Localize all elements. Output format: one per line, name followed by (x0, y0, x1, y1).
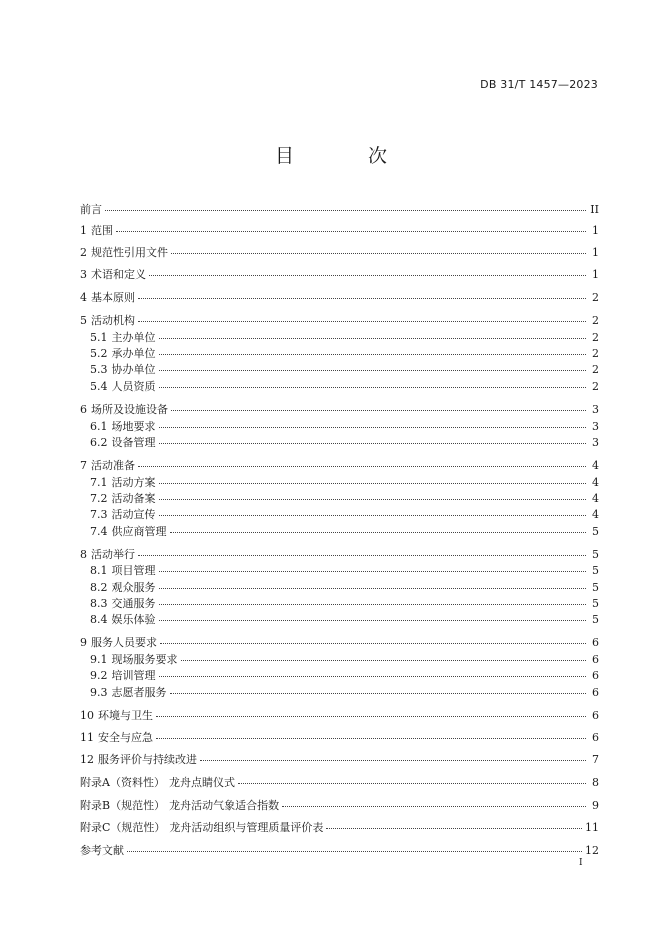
toc-entry-title: 活动宣传 (111, 508, 156, 521)
toc-entry-page: 4 (592, 459, 599, 472)
dot-leader (181, 650, 587, 661)
toc-entry-title: 观众服务 (111, 581, 156, 594)
dot-leader (170, 522, 587, 533)
toc-entry-label (90, 564, 156, 578)
dot-leader (159, 561, 587, 572)
toc-entry-number: 7 (80, 459, 87, 472)
toc-entry-page: 4 (592, 508, 599, 521)
dot-leader (138, 545, 586, 556)
toc-entry-label (90, 476, 156, 490)
toc-entry[interactable] (80, 596, 599, 610)
toc-entry[interactable] (80, 202, 599, 216)
toc-entry-page: 8 (592, 776, 599, 789)
toc-entry-title: 场地要求 (111, 420, 156, 433)
toc-entry-title: 服务人员要求 (91, 636, 157, 649)
toc-entry-title: 承办单位 (111, 347, 156, 360)
toc-entry[interactable] (80, 346, 599, 360)
toc-entry-number: 10 (80, 709, 94, 722)
toc-entry-page: 5 (592, 525, 599, 538)
toc-entry[interactable] (80, 362, 599, 376)
toc-entry-number: 6.2 (90, 436, 108, 449)
toc-entry[interactable] (80, 313, 599, 327)
toc-entry-title: 范围 (91, 224, 113, 237)
toc-entry-label (80, 246, 168, 260)
toc-entry-label (80, 636, 157, 650)
toc-entry[interactable] (80, 330, 599, 344)
toc-entry-label (80, 314, 135, 328)
toc-entry-number: 附录A（资料性） (80, 776, 165, 789)
toc-entry-page: 12 (585, 844, 599, 857)
toc-entry-page: 6 (592, 669, 599, 682)
dot-leader (156, 706, 586, 717)
toc-entry-title: 协办单位 (111, 363, 156, 376)
toc-entry[interactable] (80, 843, 599, 857)
toc-entry[interactable] (80, 708, 599, 722)
toc-entry-title: 参考文献 (80, 844, 124, 857)
dot-leader (138, 288, 586, 299)
toc-entry-title: 现场服务要求 (111, 653, 178, 666)
toc-entry[interactable] (80, 402, 599, 416)
toc-entry-number: 8 (80, 548, 87, 561)
toc-entry-title: 志愿者服务 (111, 686, 167, 699)
toc-entry-number: 附录C（规范性） (80, 821, 166, 834)
toc-entry-number: 11 (80, 731, 94, 744)
toc-entry-title: 龙舟活动气象适合指数 (169, 799, 280, 812)
toc-entry-number: 7.1 (90, 476, 108, 489)
toc-entry-label (90, 363, 156, 377)
toc-entry-number: 5.4 (90, 380, 108, 393)
toc-entry-page: 11 (585, 821, 599, 834)
toc-entry-title: 活动备案 (111, 492, 156, 505)
toc-entry-page: 5 (592, 548, 599, 561)
toc-entry-label (80, 799, 279, 813)
toc-entry-page: 2 (592, 347, 599, 360)
toc-entry[interactable] (80, 267, 599, 281)
toc-entry-title: 设备管理 (111, 436, 156, 449)
toc-entry-page: 3 (592, 420, 599, 433)
toc-entry[interactable] (80, 223, 599, 237)
toc-entry-title: 场所及设施设备 (91, 403, 168, 416)
dot-leader (156, 728, 586, 739)
toc-entry-page: 1 (592, 246, 599, 259)
toc-entry-number: 5.2 (90, 347, 108, 360)
toc-entry-title: 交通服务 (111, 597, 156, 610)
toc-entry[interactable] (80, 580, 599, 594)
dot-leader (160, 633, 586, 644)
dot-leader (159, 578, 587, 589)
page-title: 目 次 (274, 145, 422, 167)
toc-entry-number: 9.1 (90, 653, 108, 666)
toc-entry-page: 9 (592, 799, 599, 812)
standard-number: DB 31/T 1457—2023 (480, 78, 598, 91)
toc-entry-label (90, 420, 156, 434)
toc-entry-title: 娱乐体验 (111, 613, 156, 626)
toc-entry-page: 1 (592, 224, 599, 237)
toc-entry-page: 4 (592, 492, 599, 505)
toc-entry-label (80, 776, 235, 790)
toc-entry[interactable] (80, 524, 599, 538)
toc-entry-label (90, 508, 156, 522)
toc-entry[interactable] (80, 652, 599, 666)
toc-entry-label (90, 525, 167, 539)
toc-entry-number: 12 (80, 753, 94, 766)
dot-leader (238, 773, 586, 784)
toc-entry-title: 安全与应急 (98, 731, 153, 744)
toc-entry-page: 2 (592, 363, 599, 376)
toc-entry-title: 活动准备 (91, 459, 135, 472)
toc-entry-title: 主办单位 (111, 331, 156, 344)
toc-entry-title: 培训管理 (111, 669, 156, 682)
toc-entry[interactable] (80, 507, 599, 521)
toc-entry-page: 4 (592, 476, 599, 489)
toc-entry-number: 4 (80, 291, 87, 304)
toc-entry-page: 2 (592, 331, 599, 344)
toc-entry[interactable] (80, 635, 599, 649)
toc-entry-number: 3 (80, 268, 87, 281)
toc-entry-page: 5 (592, 581, 599, 594)
toc-entry-page: 6 (592, 636, 599, 649)
toc-entry-number: 8.3 (90, 597, 108, 610)
toc-entry[interactable] (80, 563, 599, 577)
toc-entry-number: 9.3 (90, 686, 108, 699)
dot-leader (127, 841, 582, 852)
toc-entry-label (90, 492, 156, 506)
footer-page-number: I (579, 858, 583, 868)
toc-entry[interactable] (80, 775, 599, 789)
dot-leader (159, 328, 587, 339)
toc-entry-label (90, 613, 156, 627)
toc-entry-page: II (590, 203, 599, 216)
dot-leader (171, 243, 586, 254)
toc-entry-label (90, 347, 156, 361)
toc-entry-label (90, 380, 156, 394)
toc-entry-number: 附录B（规范性） (80, 799, 166, 812)
toc-entry-number: 7.4 (90, 525, 108, 538)
toc-entry-label (80, 753, 197, 767)
toc-entry-page: 5 (592, 564, 599, 577)
toc-entry[interactable] (80, 290, 599, 304)
toc-entry-title: 术语和定义 (91, 268, 146, 281)
toc-entry-title: 供应商管理 (111, 525, 167, 538)
toc-entry-label (80, 224, 113, 238)
toc-entry-label (80, 459, 135, 473)
toc-entry[interactable] (80, 685, 599, 699)
toc-entry-title: 活动举行 (91, 548, 135, 561)
toc-entry-title: 服务评价与持续改进 (98, 753, 197, 766)
toc-entry-title: 龙舟点睛仪式 (168, 776, 235, 789)
dot-leader (170, 683, 587, 694)
toc-entry-title: 人员资质 (111, 380, 156, 393)
toc-entry[interactable] (80, 419, 599, 433)
dot-leader (138, 311, 586, 322)
toc-entry-label (80, 731, 153, 745)
toc-entry[interactable] (80, 547, 599, 561)
toc-entry-label (80, 844, 124, 858)
toc-entry-number: 5.3 (90, 363, 108, 376)
toc-entry-number: 6 (80, 403, 87, 416)
dot-leader (159, 344, 587, 355)
dot-leader (149, 265, 586, 276)
toc-entry-number: 9 (80, 636, 87, 649)
toc-entry[interactable] (80, 379, 599, 393)
toc-entry[interactable] (80, 730, 599, 744)
toc-entry-page: 5 (592, 597, 599, 610)
dot-leader (326, 818, 582, 829)
toc-entry-number: 8.4 (90, 613, 108, 626)
toc-entry-page: 6 (592, 653, 599, 666)
dot-leader (159, 360, 587, 371)
toc-entry[interactable] (80, 245, 599, 259)
toc-entry[interactable] (80, 668, 599, 682)
toc-entry-page: 3 (592, 403, 599, 416)
toc-entry-label (80, 709, 153, 723)
dot-leader (282, 796, 586, 807)
toc-entry-number: 8.2 (90, 581, 108, 594)
toc-entry-page: 5 (592, 613, 599, 626)
toc-entry-label (90, 686, 167, 700)
toc-entry[interactable] (80, 491, 599, 505)
toc-entry-title: 环境与卫生 (98, 709, 153, 722)
toc-entry-page: 2 (592, 291, 599, 304)
toc-entry-label (90, 653, 178, 667)
dot-leader (159, 666, 587, 677)
toc-entry-page: 6 (592, 731, 599, 744)
toc-entry-label (90, 597, 156, 611)
toc-entry-number: 9.2 (90, 669, 108, 682)
toc-entry-label (90, 669, 156, 683)
toc-entry-page: 3 (592, 436, 599, 449)
toc-entry-page: 6 (592, 709, 599, 722)
dot-leader (105, 200, 586, 211)
dot-leader (171, 400, 586, 411)
dot-leader (116, 221, 586, 232)
toc-entry-number: 1 (80, 224, 87, 237)
dot-leader (200, 750, 586, 761)
dot-leader (159, 489, 587, 500)
dot-leader (159, 610, 587, 621)
toc-entry-number: 6.1 (90, 420, 108, 433)
toc-entry-number: 5.1 (90, 331, 108, 344)
toc-entry-page: 1 (592, 268, 599, 281)
toc-entry-number: 2 (80, 246, 87, 259)
toc-entry-title: 规范性引用文件 (91, 246, 168, 259)
toc-entry-label (90, 581, 156, 595)
toc-entry[interactable] (80, 475, 599, 489)
toc-entry-title: 龙舟活动组织与管理质量评价表 (169, 821, 324, 834)
toc-entry-label (80, 291, 135, 305)
toc-entry-label (80, 203, 102, 217)
dot-leader (159, 594, 587, 605)
toc-entry-number: 5 (80, 314, 87, 327)
toc-entry-label (90, 331, 156, 345)
toc-entry-number: 7.2 (90, 492, 108, 505)
toc-entry-title: 活动机构 (91, 314, 135, 327)
toc-entry[interactable] (80, 612, 599, 626)
toc-entry-number: 7.3 (90, 508, 108, 521)
toc-entry-number: 8.1 (90, 564, 108, 577)
dot-leader (159, 417, 587, 428)
toc-entry-page: 2 (592, 314, 599, 327)
dot-leader (159, 473, 587, 484)
toc-entry-label (80, 403, 168, 417)
toc-entry-title: 项目管理 (111, 564, 156, 577)
toc-entry-title: 活动方案 (111, 476, 156, 489)
toc-entry[interactable] (80, 752, 599, 766)
toc-entry-label (80, 268, 146, 282)
toc-entry[interactable] (80, 458, 599, 472)
toc-entry[interactable] (80, 798, 599, 812)
toc-entry-page: 6 (592, 686, 599, 699)
toc-entry[interactable] (80, 435, 599, 449)
toc-entry-title: 基本原则 (91, 291, 135, 304)
toc-entry-label (90, 436, 156, 450)
toc-entry[interactable] (80, 820, 599, 834)
toc-entry-page: 2 (592, 380, 599, 393)
toc-entry-label (80, 548, 135, 562)
dot-leader (159, 433, 587, 444)
toc-entry-page: 7 (592, 753, 599, 766)
dot-leader (138, 456, 586, 467)
dot-leader (159, 377, 587, 388)
toc-entry-label (80, 821, 323, 835)
dot-leader (159, 505, 587, 516)
toc-entry-title: 前言 (80, 203, 102, 216)
